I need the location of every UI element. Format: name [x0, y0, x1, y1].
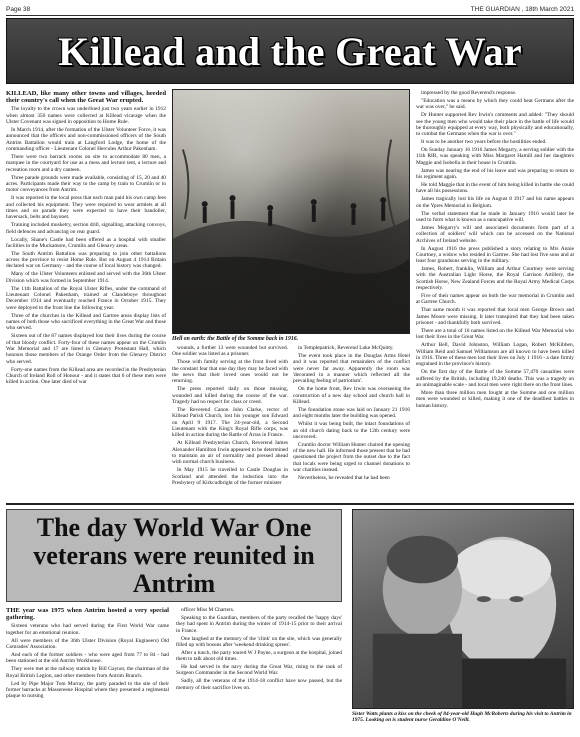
- paragraph: James was nearing the end of his leave and was preparing to return to his regiment again.: [416, 167, 574, 181]
- paragraph: One laughed at the memory of the 'clink' on the site, which was generally filled up with bosuns after 'weekend drinking sprees'.: [176, 635, 342, 648]
- paragraph: And each of the former soldiers - who were aged from 77 to 84 - had been stationed at the old Antrim Workhouse.: [6, 651, 169, 665]
- paragraph: Arthur Bell, David Johnston, William Logan, Robert McKibben, William Reid and Samuel Williamson are all known to have been killed in 1916. Three of these men lost their lives on July 1 1916 - a date firmly engrained in the province's history.: [416, 342, 574, 368]
- paragraph: Five of their names appear on both the war memorial in Crumlin and at Gartree Church.: [416, 293, 574, 306]
- veterans-photo: [352, 509, 574, 709]
- paragraph: in Templepatrick, Reverend Luke McQuitty.: [298, 345, 394, 351]
- paragraph: James Megarry's will and associated documents form part of a collection of soldiers' will which can be accessed on the National Archives of Ireland website.: [416, 224, 574, 244]
- paragraph: The South Antrim Battalion was preparing to join other battalions across the province to resist Home Rule. But on August 4 1914 Britain declared war on Germany - and the course of local history was changed.: [6, 250, 166, 270]
- paragraph: James, Robert, franklin, William and Arthur Courtney were serving with the Australian Light Horse, the Royal Garrison Artillery, the Scottish Horse, New Zealand Forces and the Royal Army Medical Corps respectively.: [416, 266, 574, 292]
- paragraph: officer Miss M Charters.: [181, 607, 235, 613]
- paragraph: The verbal statement that he made in January 1916 would later be used to form what is known as a nuncupative will.: [416, 210, 574, 223]
- paragraph: The foundation stone was laid on January 21 1916 and eight months later the building was opened.: [293, 406, 410, 420]
- paragraph: After a lunch, the party toured W J Payne, a surgeon at the hospital, joined them to talk about old times.: [176, 649, 342, 663]
- paragraph: That same month it was reported that local men George Brown and James Moore were missing. It later transpired that they had been taken prisoner - and thankfully both survived.: [416, 307, 574, 327]
- paragraph: All were members of the 36th Ulster Division (Royal Engineers) Old Comrades' Association.: [6, 637, 169, 651]
- somme-photo-caption: Hell on earth: the Battle of the Somme back in 1916.: [172, 336, 299, 342]
- story2-column-2: [176, 607, 342, 733]
- paragraph: He had served in the navy during the Great War, rising to the rank of Surgeon Commander in the Second World War.: [176, 664, 342, 677]
- story2-headline: The day World War One veterans were reunited in Antrim: [33, 512, 315, 598]
- paragraph: Sixteen out of the 87 names displayed lost their lives during the course of that bloody conflict. Forty-four of these names appear on the Crumlin War Memorial and 17 are listed in Glenavy Protestant Hall, which honours those members of the Orange Order from the Glenavy District who served.: [6, 333, 166, 365]
- paragraph: On the home front, Rev Irwin was overseeing the construction of a new day school and church hall in Killead.: [293, 386, 410, 405]
- page-number: Page 38: [6, 5, 31, 13]
- story2-headline-box: [6, 509, 342, 602]
- paragraph: The 11th Battalion of the Royal Ulster Rifles, under the command of Lieutenant Colonel Pakenham, trained at Clandeboye throughout December 1914 and eventually reached France in October 1915. They were deployed to the front line the following year.: [6, 285, 166, 311]
- paragraph: Three of the churches in the Killead and Gartree areas display lists of names of both those who sacrificed everything in the Great War and those who served.: [6, 312, 166, 332]
- somme-photo: [172, 89, 410, 334]
- paragraph: In March 1914, after the formation of the Ulster Volunteer Force, it was announced that the officers and non-commissioned officers of the South Antrim Battalion would train at Langford Lodge, the home of the commanding officer - Lieutenant Colonel Hercules Arthur Pakenham.: [6, 127, 166, 153]
- paragraph: Those with family serving at the front lived with the constant fear that one day they may be faced with the news that their loved ones would not be returning.: [172, 359, 288, 385]
- paragraph: [6, 90, 166, 105]
- paragraph: "Education was a means by which they could beat Germans after the war was over," he said.: [416, 97, 574, 111]
- story1-column-2: [172, 345, 288, 500]
- paragraph: wounds, a further 13 were wounded but survived. One soldier was listed as a prisoner.: [172, 345, 288, 358]
- paragraph: The event took place in the Douglas Arms Hotel and it was reported that remainders of the conflict were never far away. Apparently the room was 'decorated in a manner which reflected all the prevailing feeling of patriotism'.: [293, 352, 410, 385]
- story1-column-1: [6, 90, 166, 499]
- paragraph: They were met at the railway station by Bill Gaynor, the chairman of the Royal British Legion, and other members from Antrim Branch.: [6, 666, 169, 679]
- paragraph: Led by Pipe Major Tom Murray, the party paraded to the site of their former barracks at Massereene Hospital where they presented a regimental plaque to nursing: [6, 680, 169, 700]
- paragraph: Training included musketry, section drill, signalling, attacking convoys, field defences and advancing on rear guard.: [6, 222, 166, 235]
- paragraph: Dr Hunter supported Rev Irwin's comments and added: "They should see the young men who would take their place in the battle of life would be thoroughly equipped at every way, both physically and educationally, to combat the Germans when the war is over.": [416, 112, 574, 138]
- paragraph: Many of the Ulster Volunteers enlisted and served with the 36th Ulster Division which was formed in September 1914.: [6, 271, 166, 284]
- paragraph: Speaking to the Guardian, members of the party recalled the 'happy days' they had spent in Antrim during the winter of 1914-15 prior to their arrival in France.: [176, 614, 342, 634]
- veterans-photo-caption: Sister Watts plants a kiss on the cheek of 84-year-old Hugh McRoberts during his visit to Antrim in 1975. Looking on is student nurse Geraldine O'Neill.: [352, 711, 572, 724]
- paragraph: There are a total of 16 names listed on the Killead War Memorial who lost their lives in the Great War.: [416, 328, 574, 341]
- paragraph: [6, 607, 169, 622]
- paragraph: More than three million men fought at the Somme and one million men were wounded or killed, making it one of the deadliest battles in human history.: [416, 389, 574, 409]
- header-rule: [6, 15, 574, 16]
- story-divider: [6, 503, 574, 505]
- lead-paragraph: KILLEAD, like many other towns and villages, heeded their country's call when the Great War erupted.: [6, 90, 166, 105]
- story1-column-4: [416, 90, 574, 499]
- paragraph: It was to be another two years before the hostilities ended.: [421, 139, 547, 146]
- paragraph: There were two barrack rooms on site to accommodate 80 men, a marquee in the courtyard for use as a mess and lecture tent, a lecture and recreation room and a dry canteen.: [6, 154, 166, 173]
- paragraph: Crumlin doctor William Hunter chaired the opening of the new hall. He informed those present that he had questioned the project from the outset due to the fact that locals were being urged to channel donations to war charities instead.: [293, 441, 410, 474]
- paragraph: Whilst it was being built, the intact foundations of an old church dating back to the 12th century were uncovered.: [293, 421, 410, 440]
- paragraph: The Reverend Canon John Clarke, rector of Killead Parish Church, lost his younger son Edward on April 9 1917. The 24-year-old, a Second Lieutenant with the King's Royal Rifle corps, was killed in action during the Battle of Arras in France.: [172, 406, 288, 439]
- paragraph: He told Maggie that in the event of him being killed in battle she could have all his possessions.: [416, 182, 574, 195]
- paragraph: On the first day of the Battle of the Somme 57,470 casualties were suffered by the British, including 19,240 deaths. This was a tragedy on an unimaginable scale - and local men were right there on the front lines.: [416, 369, 574, 388]
- headline-banner: [6, 18, 574, 84]
- paragraph: Three parade grounds were made available, consisting of 15, 20 and 40 acres. Participants made their way to the camp by train to Crumlin or in motor conveyances from Antrim.: [6, 174, 166, 194]
- paragraph: In May 1915 he travelled to Castle Douglas in Scotland and attended the induction into the Presbytery of Kirkcudbright of the former minister: [172, 467, 288, 486]
- paragraph: James tragically lost his life on August 8 1917 and his name appears on the Ypres Memorial in Belgium.: [416, 196, 574, 209]
- lead-paragraph: THE year was 1975 when Antrim hosted a very special gathering.: [6, 607, 169, 622]
- page-header: [6, 4, 574, 14]
- story1-headline: Killead and the Great War: [58, 28, 522, 74]
- paper-date: THE GUARDIAN , 18th March 2021: [470, 5, 574, 13]
- paragraph: impressed by the good Reverend's response.: [421, 90, 517, 96]
- paragraph: On Sunday January 16 1916 James Megarry, a serving soldier with the 11th RIR, was speaking with Miss Margaret Hamill and her daughters Maggie and Isobella in their house in Crumlin.: [416, 147, 574, 166]
- paragraph: Forty-one names from the Killead area are recorded in the Presbyterian Church of Ireland Roll of Honour - and it states that 6 of these men were killed in action. One later died of war: [6, 366, 166, 386]
- paragraph: The loyalty to the crown was underlined just two years earlier in 1912 when almost 350 names were collected at Killead vicarage when the Ulster Covenant was signed in opposition to Home Rule.: [6, 106, 166, 126]
- paragraph: It was reported in the local press that each man paid his own camp fees and collected his equipment. They were required to wear armlets at all times and on parade they were expected to have their bandolier, haversack, belts and bayonet.: [6, 195, 166, 221]
- paragraph: At Killead Presbyterian Church, Reverend James Alexander Hamilton Irwin appeared to be determined to maintain an air of normality and pressed ahead with normal church business.: [172, 440, 288, 466]
- paragraph: In August 1916 the press published a story relating to Mrs Annie Courtney, a widow who resided in Gartree. She had lost five sons and at least four grandsons serving in the military.: [416, 245, 574, 265]
- paragraph: The press reported daily on those missing, wounded and killed during the course of the war. Tragedy had no respect for class or creed.: [172, 386, 288, 405]
- paragraph: Nevertheless, he revealed that he had been: [298, 475, 390, 482]
- paragraph: Sadly, all the veterans of the 1914-18 conflict have now passed, but the memory of their sacrifice lives on.: [176, 678, 342, 691]
- story1-column-3: [293, 345, 410, 500]
- paragraph: Locally, Shane's Castle had been offered as a hospital with smaller facilities in the Muckamore, Crumlin and Glenavy areas.: [6, 236, 166, 249]
- story2-column-1: [6, 607, 169, 733]
- paragraph: Sixteen veterans who had served during the First World War came together for an emotional reunion.: [6, 623, 169, 636]
